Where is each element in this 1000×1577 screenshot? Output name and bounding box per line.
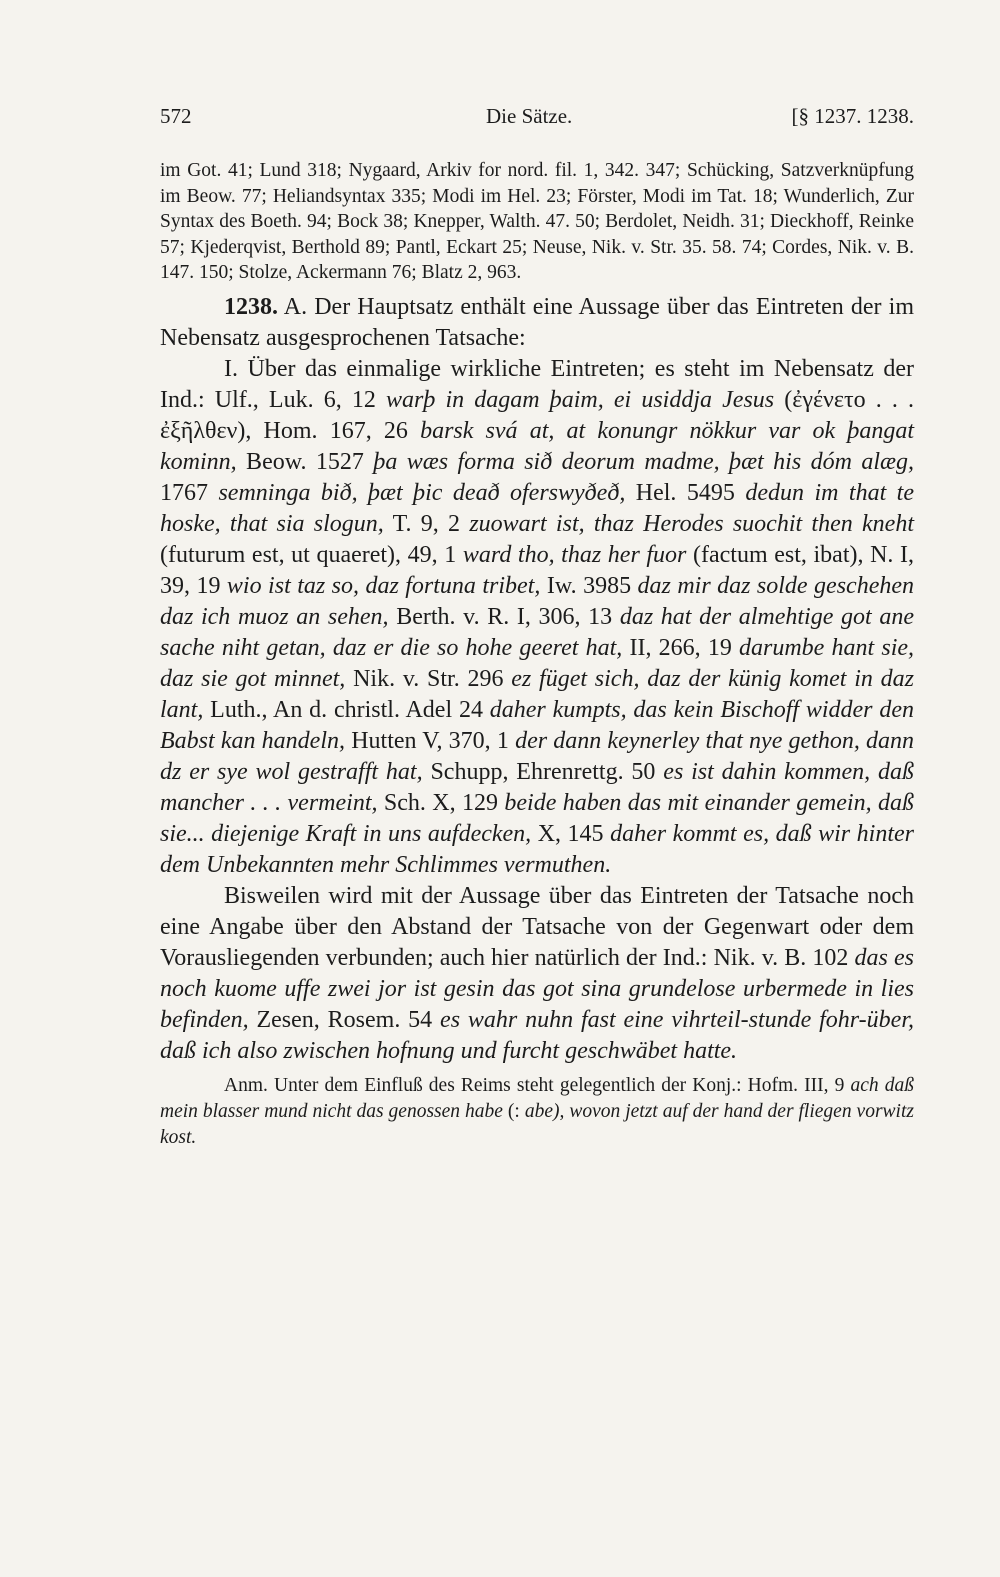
section-reference: [§ 1237. 1238. (791, 104, 914, 128)
text-run: Luth., An d. christl. Adel 24 (203, 696, 490, 723)
section-intro: A. Der Hauptsatz enthält eine Aussage über das Eintreten der im Nebensatz ausgesprochenen Tatsache: (160, 293, 914, 351)
quoted-example: zuowart ist, thaz Herodes suochit then kneht (469, 510, 914, 537)
quoted-example: daher kommt es, daß wir hinter dem Unbekannten mehr Schlimmes vermuthen. (160, 820, 914, 878)
text-run: (factum est, ibat), N. I, 39, 19 (160, 541, 915, 599)
text-run: Sch. X, 129 (377, 789, 505, 816)
text-run: I. Über das einmalige wirkliche Eintreten; es steht im Nebensatz der Ind.: Ulf., Luk. 6, 12 (160, 355, 914, 413)
text-run: Nik. v. Str. 296 (345, 665, 512, 692)
quoted-example: þa wæs forma sið deorum madme, þæt his dóm alæg, (373, 448, 914, 475)
text-run: (futurum est, ut quaeret), 49, 1 (160, 541, 463, 568)
paragraph-einmalige-eintreten (160, 354, 914, 881)
text-run: (: (502, 1100, 525, 1122)
text-run: Schupp, Ehrenrettg. 50 (422, 758, 664, 785)
text-run: Beow. 1527 (236, 448, 374, 475)
text-run: 1767 (160, 479, 219, 506)
quoted-example: ez füget sich, daz der künig komet in daz lant, (160, 665, 915, 723)
quoted-example: barsk svá at, at konungr nökkur var ok þangat kominn, (160, 417, 915, 475)
running-title: Die Sätze. (486, 104, 573, 128)
text-run: Anm. Unter dem Einfluß des Reims steht gelegentlich der Konj.: Hofm. III, 9 (224, 1074, 851, 1096)
quoted-example: es ist dahin kommen, daß mancher . . . vermeint, (160, 758, 915, 816)
quoted-example: darumbe hant sie, daz sie got minnet, (160, 634, 915, 692)
text-run: T. 9, 2 (383, 510, 470, 537)
text-run: Bisweilen wird mit der Aussage über das Eintreten der Tatsache noch eine Angabe über den Abstand der Tatsache von der Gegenwart oder dem Vorausliegenden verbunden; auch hier natürlich der Ind.: Nik. v. B. 102 (160, 882, 914, 971)
text-run: II, 266, 19 (622, 634, 739, 661)
quoted-example: daz mir daz solde geschehen daz ich muoz an sehen, (160, 572, 914, 630)
running-header (160, 104, 914, 134)
text-run: Hutten V, 370, 1 (345, 727, 516, 754)
quoted-example: ward tho, thaz her fuor (462, 541, 687, 568)
literature-references: im Got. 41; Lund 318; Nygaard, Arkiv for nord. fil. 1, 342. 347; Schücking, Satzverknüpfung im Beow. 77; Heliandsyntax 335; Modi im Hel. 23; Förster, Modi im Tat. 18; Wunderlich, Zur Syntax des Boeth. 94; Bock 38; Knepper, Walth. 47. 50; Berdolet, Neidh. 31; Dieckhoff, Reinke 57; Kjederqvist, Berthold 89; Pantl, Eckart 25; Neuse, Nik. v. Str. 35. 58. 74; Cordes, Nik. v. B. 147. 150; Stolze, Ackermann 76; Blatz 2, 963. (160, 160, 914, 283)
quoted-example: der dann keynerley that nye gethon, dann dz er sye wol gestrafft hat, (160, 727, 915, 785)
section-1238-heading (160, 292, 914, 354)
text-run: (ἐγένετο . . . ἐξῆλθεν), Hom. 167, 26 (160, 386, 915, 444)
text-run: Iw. 3985 (540, 572, 638, 599)
quoted-example: daher kumpts, das kein Bischoff widder den Babst kan handeln, (160, 696, 915, 754)
paragraph-abstand (160, 881, 914, 1067)
book-page (160, 104, 914, 1151)
page-number: 572 (160, 104, 192, 128)
text-run: Hel. 5495 (625, 479, 746, 506)
text-run: X, 145 (531, 820, 611, 847)
quoted-example: dedun im that te hoske, that sia slogun, (160, 479, 915, 537)
annotation-note (160, 1073, 914, 1151)
section-number: 1238. (224, 293, 278, 320)
quoted-example: beide haben das mit einander gemein, daß sie... diejenige Kraft in uns aufdecken, (160, 789, 914, 847)
quoted-example: semninga bið, þæt þic deað oferswyðeð, (218, 479, 626, 506)
quoted-example: es wahr nuhn fast eine vihrteil-stunde fohr-über, daß ich also zwischen hofnung und furcht geschwäbet hatte. (160, 1006, 914, 1064)
text-run: Zesen, Rosem. 54 (248, 1006, 441, 1033)
quoted-example: wovon jetzt auf der hand der fliegen vorwitz kost. (160, 1100, 914, 1148)
quoted-example: ach daß mein blasser mund nicht das genossen habe (160, 1074, 915, 1122)
quoted-example: das es noch kuome uffe zwei jor ist gesin das got sina grundelose urbermede in lies befinden, (160, 944, 914, 1033)
quoted-example: warþ in dagam þaim, ei usiddja Jesus (386, 386, 775, 413)
quoted-example: abe), (524, 1100, 565, 1122)
text-run: Berth. v. R. I, 306, 13 (388, 603, 620, 630)
quoted-example: daz hat der almehtige got ane sache niht getan, daz er die so hohe geeret hat, (160, 603, 914, 661)
quoted-example: wio ist taz so, daz fortuna tribet, (226, 572, 541, 599)
